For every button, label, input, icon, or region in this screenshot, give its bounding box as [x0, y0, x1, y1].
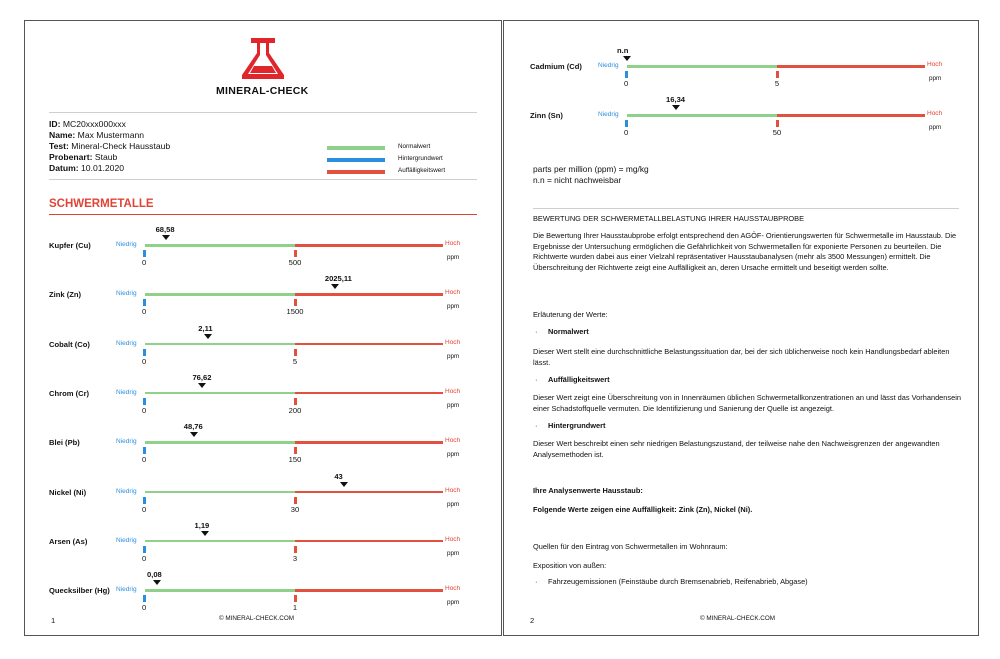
scale-limit: 30	[290, 504, 300, 514]
label-low: Niedrig	[116, 290, 137, 298]
label-high: Hoch	[445, 240, 461, 247]
scale-limit: 5	[774, 79, 780, 88]
normal-range-bar	[145, 441, 295, 444]
info-divider	[49, 179, 477, 180]
anomaly-range-bar	[295, 343, 443, 346]
scale-limit: 1	[292, 603, 298, 613]
bullet-anomaly: ·	[535, 375, 538, 384]
brand-name: MINERAL-CHECK	[216, 85, 309, 97]
background-tick	[143, 398, 146, 405]
anomaly-range-bar	[295, 244, 443, 247]
report-page-2	[503, 20, 979, 636]
label-unit: ppm	[447, 500, 460, 508]
scale-min: 0	[142, 455, 147, 465]
page-number-2: 2	[530, 616, 535, 625]
label-low: Niedrig	[598, 111, 619, 118]
scale-min: 0	[624, 79, 629, 88]
normal-range-bar	[145, 293, 295, 296]
label-unit: ppm	[447, 451, 460, 459]
sources-heading: Quellen für den Eintrag von Schwermetallen im Wohnraum:	[533, 542, 728, 551]
info-sample-type: Probenart: Staub	[49, 152, 118, 162]
footer-site-2: © MINERAL-CHECK.COM	[700, 615, 775, 622]
info-date: Datum: 10.01.2020	[49, 163, 125, 173]
scale-min: 0	[142, 356, 147, 366]
normal-title: Normalwert	[548, 327, 589, 336]
measured-value: 0,08	[147, 570, 162, 580]
label-low: Niedrig	[116, 586, 137, 594]
label-high: Hoch	[927, 61, 943, 68]
limit-tick	[294, 497, 297, 504]
anomaly-range-bar	[295, 540, 443, 543]
background-tick	[143, 447, 146, 454]
scale-min: 0	[624, 128, 629, 137]
label-low: Niedrig	[116, 487, 137, 495]
metal-name: Chrom (Cr)	[49, 388, 90, 398]
note-nn: n.n = nicht nachweisbar	[533, 175, 622, 185]
note-ppm: parts per million (ppm) = mg/kg	[533, 164, 649, 174]
limit-tick	[294, 250, 297, 257]
anomaly-range-bar	[295, 491, 443, 494]
scale-limit: 5	[292, 356, 298, 366]
label-low: Niedrig	[116, 339, 137, 347]
label-high: Hoch	[445, 535, 461, 543]
scale-limit: 500	[288, 258, 302, 267]
metal-name: Cobalt (Co)	[49, 339, 90, 349]
limit-tick	[294, 299, 297, 306]
scale-limit: 1500	[286, 307, 304, 317]
value-marker	[672, 105, 680, 110]
measured-value: 68,58	[155, 225, 175, 234]
label-unit: ppm	[447, 352, 460, 360]
anomaly-range-bar	[777, 65, 925, 68]
evaluation-intro: Die Bewertung Ihrer Hausstaubprobe erfolgt entsprechend den AGÖF- Orientierungswerten für Schwermetalle im Hausstaub. Die Ergebnisse der Untersuchung ermöglichen die Gefährlichkeit von Schwermetallen für exponierte Personen zu beurteilen. Die Richtwerte wurden dabei aus einer Vielzahl repräsentativer Hausstaubanalysen (mehr als 3500 Messungen) ermittelt. Die Überschreitung der Richtwerte zeigt eine Auffälligkeit an, deren Ursache ermittelt und beseitigt werden sollte.	[533, 231, 957, 273]
section-underline	[49, 214, 477, 215]
label-high: Hoch	[445, 338, 461, 346]
section-title: SCHWERMETALLE	[49, 198, 154, 210]
normal-range-bar	[145, 392, 295, 395]
anomaly-range-bar	[295, 392, 443, 395]
label-low: Niedrig	[598, 62, 619, 69]
label-unit: ppm	[447, 303, 460, 311]
evaluation-divider	[533, 208, 959, 209]
limit-tick	[294, 447, 297, 454]
metal-name: Kupfer (Cu)	[49, 241, 91, 250]
background-tick	[143, 595, 146, 602]
measured-value: 76,62	[192, 372, 212, 382]
background-tick	[143, 299, 146, 306]
normal-range-bar	[627, 114, 777, 117]
metal-name: Nickel (Ni)	[49, 487, 87, 497]
limit-tick	[294, 349, 297, 356]
background-title: Hintergrundwert	[548, 421, 606, 430]
scale-limit: 200	[288, 405, 302, 415]
metal-name: Cadmium (Cd)	[530, 62, 582, 71]
scale-limit: 3	[292, 553, 298, 563]
measured-value: n.n	[617, 46, 629, 55]
scale-min: 0	[142, 405, 147, 415]
label-unit: ppm	[929, 124, 942, 131]
metal-name: Quecksilber (Hg)	[49, 586, 110, 596]
value-marker	[162, 235, 170, 240]
legend-background-label: Hintergrundwert	[398, 155, 443, 162]
limit-tick	[776, 71, 779, 78]
measured-value: 1,19	[194, 520, 210, 530]
label-low: Niedrig	[116, 438, 137, 446]
scale-limit: 150	[288, 455, 302, 465]
results-text: Folgende Werte zeigen eine Auffälligkeit: Zink (Zn), Nickel (Ni).	[533, 505, 753, 514]
background-text: Dieser Wert beschreibt einen sehr niedrigen Belastungszustand, der teilweise nahe den Nachweisgrenzen der angewandten Analysemethoden ist.	[533, 439, 940, 459]
value-marker	[331, 284, 339, 289]
value-marker	[623, 56, 631, 61]
bullet-background: ·	[535, 421, 538, 430]
label-high: Hoch	[445, 486, 461, 494]
anomaly-title: Auffälligkeitswert	[548, 375, 610, 384]
label-unit: ppm	[447, 401, 460, 409]
explain-heading: Erläuterung der Werte:	[533, 310, 608, 319]
exposure-item: Fahrzeugemissionen (Feinstäube durch Bremsenabrieb, Reifenabrieb, Abgase)	[548, 577, 808, 586]
info-name: Name: Max Mustermann	[49, 130, 145, 140]
measured-value: 2025,11	[324, 274, 352, 284]
normal-text: Dieser Wert stellt eine durchschnittliche Belastungssituation dar, bei der sich üblicherweise noch kein Handlungsbedarf ableiten lässt.	[533, 347, 950, 367]
scale-min: 0	[142, 258, 147, 267]
label-high: Hoch	[445, 585, 461, 593]
anomaly-range-bar	[295, 441, 443, 444]
label-high: Hoch	[927, 110, 943, 117]
footer-site: © MINERAL-CHECK.COM	[219, 615, 294, 622]
label-unit: ppm	[447, 254, 460, 261]
legend-anomaly-swatch	[327, 170, 385, 174]
limit-tick	[294, 546, 297, 553]
metal-name: Blei (Pb)	[49, 438, 80, 448]
normal-range-bar	[145, 540, 295, 543]
metal-name: Arsen (As)	[49, 536, 88, 546]
label-low: Niedrig	[116, 536, 137, 544]
exposure-heading: Exposition von außen:	[533, 561, 607, 570]
measured-value: 48,76	[183, 422, 203, 432]
measured-value: 2,11	[198, 323, 213, 333]
value-marker	[201, 531, 209, 536]
info-test: Test: Mineral-Check Hausstaub	[49, 141, 171, 151]
anomaly-range-bar	[777, 114, 925, 117]
scale-min: 0	[142, 307, 147, 317]
label-high: Hoch	[445, 437, 461, 445]
scale-limit: 50	[772, 128, 782, 137]
flask-logo-icon	[238, 35, 288, 81]
background-tick	[625, 71, 628, 78]
background-tick	[143, 546, 146, 553]
bullet-exposure: ·	[535, 577, 538, 586]
evaluation-heading: BEWERTUNG DER SCHWERMETALLBELASTUNG IHRER HAUSSTAUBPROBE	[533, 214, 805, 223]
info-id: ID: MC20xxx000xxx	[49, 119, 126, 129]
metal-name: Zinn (Sn)	[530, 111, 563, 120]
measured-value: 43	[334, 471, 343, 481]
label-unit: ppm	[929, 75, 942, 82]
legend-anomaly-label: Auffälligkeitswert	[398, 167, 446, 174]
normal-range-bar	[145, 244, 295, 247]
bullet-normal: ·	[535, 327, 538, 336]
page-number: 1	[51, 616, 56, 625]
metal-name: Zink (Zn)	[49, 290, 82, 300]
label-low: Niedrig	[116, 241, 137, 248]
background-tick	[143, 250, 146, 257]
label-high: Hoch	[445, 289, 461, 297]
value-marker	[153, 580, 161, 585]
report-page-1	[24, 20, 502, 636]
anomaly-range-bar	[295, 293, 443, 296]
value-marker	[340, 482, 348, 487]
value-marker	[190, 432, 198, 437]
scale-min: 0	[142, 504, 147, 514]
legend-background-swatch	[327, 158, 385, 162]
legend-normal-swatch	[327, 146, 385, 150]
limit-tick	[294, 595, 297, 602]
background-tick	[625, 120, 628, 127]
value-marker	[198, 383, 206, 388]
scale-min: 0	[142, 553, 147, 563]
measured-value: 16,34	[666, 95, 686, 104]
label-high: Hoch	[445, 387, 461, 395]
normal-range-bar	[145, 589, 295, 592]
limit-tick	[776, 120, 779, 127]
legend-normal-label: Normalwert	[398, 143, 431, 150]
limit-tick	[294, 398, 297, 405]
scale-min: 0	[142, 603, 147, 613]
value-marker	[204, 334, 212, 339]
label-unit: ppm	[447, 549, 460, 557]
background-tick	[143, 349, 146, 356]
results-heading: Ihre Analysenwerte Hausstaub:	[533, 486, 643, 495]
background-tick	[143, 497, 146, 504]
anomaly-range-bar	[295, 589, 443, 592]
label-unit: ppm	[447, 599, 460, 607]
normal-range-bar	[627, 65, 777, 68]
label-low: Niedrig	[116, 388, 137, 396]
normal-range-bar	[145, 343, 295, 346]
header-divider	[49, 112, 477, 113]
normal-range-bar	[145, 491, 295, 494]
anomaly-text: Dieser Wert zeigt eine Überschreitung von in Innenräumen üblichen Schwermetallkonzentrationen an und lässt das Vorhandensein einer Schadstoffquelle vermuten. Die Identifizierung und Sanierung der Quelle ist angezeigt.	[533, 393, 961, 413]
